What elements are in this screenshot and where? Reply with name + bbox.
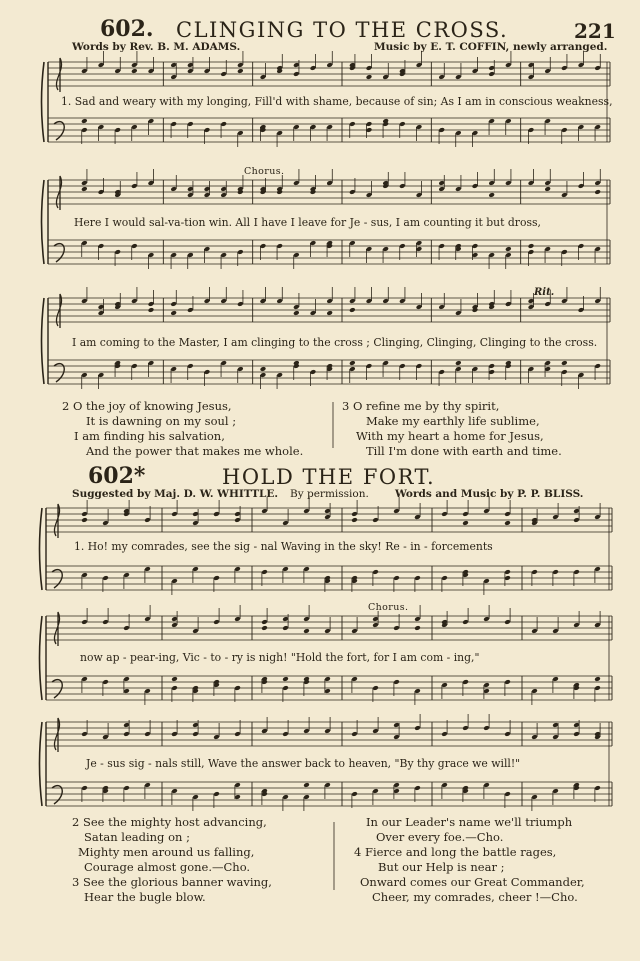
h2-system1-treble-clef: [54, 504, 59, 538]
h1-system1-treble-note: [237, 68, 244, 74]
h1-system1-bass-note: [81, 118, 88, 124]
h1-system2-treble-note: [81, 186, 88, 192]
hymn1-verse2: [62, 399, 303, 459]
h1-system3-treble-note: [349, 307, 356, 313]
h1-system3-treble-note: [293, 310, 300, 316]
verse-line: 2 O the joy of knowing Jesus,: [62, 399, 232, 413]
hymn1-number: 602.: [100, 16, 154, 42]
h1-system2-treble-clef: [56, 176, 61, 210]
verse-line: Hear the bugle blow.: [84, 890, 206, 904]
h1-system3-treble-clef: [56, 294, 61, 328]
hymn1-music-credit: Music by E. T. COFFIN, newly arranged.: [374, 41, 608, 53]
page-number: 221: [574, 19, 616, 43]
h2-system1-treble-note: [504, 520, 511, 526]
h2-system2-treble-note: [261, 625, 268, 631]
h2-system3-brace: [40, 722, 43, 806]
verse-line: Make my earthly life sublime,: [366, 414, 540, 428]
h1-system2-bass-note: [505, 246, 512, 252]
hymn2-number: 602*: [88, 463, 146, 489]
verse-line: 4 Fierce and long the battle rages,: [354, 845, 557, 859]
h2-system2-treble-note: [414, 625, 421, 631]
hymn2-lyric-line1: 1. Ho! my comrades, see the sig - nal Waving in the sky! Re - in - forcements: [74, 540, 493, 553]
h1-system3-bass-note: [349, 360, 356, 366]
h1-system3-treble-note: [148, 307, 155, 313]
verse-line: Cheer, my comrades, cheer !—Cho.: [372, 890, 578, 904]
verse-line: I am finding his salvation,: [74, 429, 225, 443]
h1-system1-treble-note: [131, 68, 138, 74]
hymn2-verse3: [352, 815, 585, 905]
verse-line: Till I'm done with earth and time.: [366, 444, 562, 458]
h1-system1-brace: [42, 62, 45, 142]
verse-line: It is dawning on my soul ;: [86, 414, 237, 428]
h2-system2-treble-note: [303, 628, 310, 634]
h1-system3-treble-note: [326, 310, 333, 316]
h2-system2-brace: [40, 616, 43, 700]
h1-system3-brace: [42, 298, 45, 384]
h2-system3-bass-note: [303, 782, 310, 788]
hymn2-suggested-credit: Suggested by Maj. D. W. WHITTLE.: [72, 488, 279, 500]
verse-line: Courage almost gone.—Cho.: [84, 860, 251, 874]
h1-system3-treble-note: [170, 310, 177, 316]
verse-line: And the power that makes me whole.: [86, 444, 304, 458]
hymn1-words-credit: Words by Rev. B. M. ADAMS.: [72, 41, 241, 53]
hymn1-rit-label: Rit.: [534, 287, 555, 298]
verse-line: 3 O refine me by thy spirit,: [342, 399, 500, 413]
h2-system1-brace: [40, 508, 43, 590]
hymn2-verse2: [72, 815, 272, 905]
hymn2-permission: By permission.: [290, 488, 369, 500]
h2-system2-bass-note: [594, 676, 601, 682]
h1-system3-bass-note: [260, 366, 267, 372]
hymn1-lyric-line1: 1. Sad and weary with my longing, Fill'd with shame, because of sin; As I am in conscious weakness,: [61, 95, 613, 108]
hymn2-lyric-line2: now ap - pear-ing, Vic - to - ry is nigh! "Hold the fort, for I am com - ing,": [80, 651, 480, 664]
hymn1-verse3: [342, 399, 562, 459]
verse-line: With my heart a home for Jesus,: [356, 429, 544, 443]
h1-system2-treble-note: [488, 192, 495, 198]
hymn1-lyric-line3: I am coming to the Master, I am clinging to the cross ; Clinging, Clinging, Clinging to the cross.: [72, 336, 598, 349]
verse-line: 2 See the mighty host advancing,: [72, 815, 267, 829]
h2-system2-bass-note: [282, 676, 289, 682]
hymn2-music-credit: Words and Music by P. P. BLISS.: [395, 488, 584, 500]
hymn2-chorus-label: Chorus.: [368, 602, 409, 613]
verse-line: Satan leading on ;: [84, 830, 190, 844]
verse-line: But our Help is near ;: [378, 860, 505, 874]
verse-line: Mighty men around us falling,: [78, 845, 255, 859]
verse-line: In our Leader's name we'll triumph: [366, 815, 573, 829]
h1-system3-bass-note: [561, 360, 568, 366]
h2-system2-bass-note: [171, 676, 178, 682]
verse-line: Onward comes our Great Commander,: [360, 875, 585, 889]
h1-system2-brace: [42, 180, 45, 264]
h1-system2-bass-note: [528, 243, 535, 249]
hymn2-title: HOLD THE FORT.: [222, 465, 436, 489]
h1-system2-treble-note: [594, 189, 601, 195]
verse-line: 3 See the glorious banner waving,: [72, 875, 272, 889]
h2-system1-treble-note: [81, 517, 88, 523]
hymn2-lyric-line3: Je - sus sig - nals still, Wave the answer back to heaven, "By thy grace we will!": [86, 757, 521, 770]
verse-line: Over every foe.—Cho.: [376, 830, 504, 844]
h2-system3-treble-clef: [54, 718, 59, 752]
h1-system1-treble-clef: [56, 58, 61, 92]
hymn1-lyric-line2: Here I would sal-va-tion win. All I have I leave for Je - sus, I am counting it but dross,: [74, 216, 541, 229]
h1-system1-treble-note: [366, 74, 373, 80]
h1-system3-bass-note: [455, 360, 462, 366]
h2-system1-treble-note: [462, 520, 469, 526]
hymn1-chorus-label: Chorus.: [244, 166, 285, 177]
h2-system2-treble-clef: [54, 612, 59, 646]
h2-system1-treble-note: [351, 517, 358, 523]
hymn1-title: CLINGING TO THE CROSS.: [176, 18, 509, 42]
h1-system2-treble-note: [544, 186, 551, 192]
